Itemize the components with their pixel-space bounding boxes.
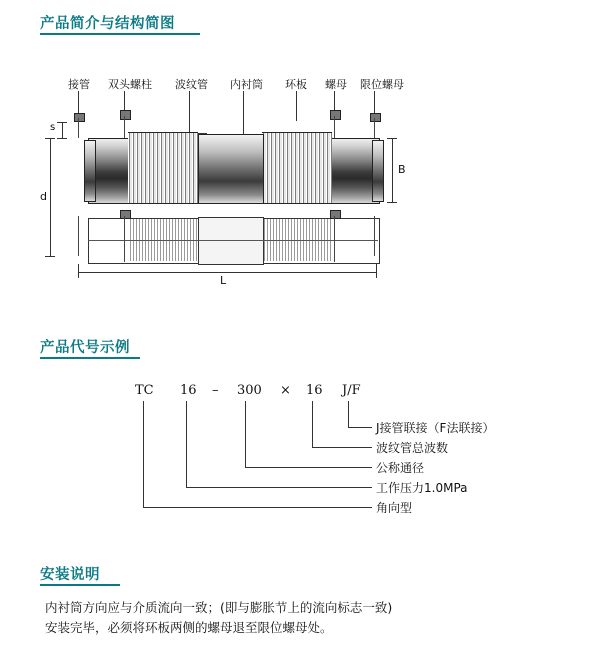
dim-line-d [50, 138, 51, 256]
code-token-tc: TC [135, 383, 154, 398]
leader-line-3 [189, 91, 190, 133]
callout-label-1: 接管 [68, 78, 90, 91]
dim-tick-B-top [387, 138, 397, 139]
section-bolt-left [124, 216, 125, 262]
dim-line-s [62, 122, 63, 138]
code-leader-v-tc [143, 401, 144, 507]
dim-tick-s-bottom [57, 138, 67, 139]
bolt-shaft-2 [124, 116, 125, 140]
callout-label-6: 螺母 [325, 78, 347, 91]
bolt-shaft-4 [374, 118, 375, 138]
dim-line-B [392, 138, 393, 202]
dim-tick-s-top [57, 122, 67, 123]
end-connector-left [84, 140, 96, 202]
section-title-code-underline [40, 357, 140, 359]
leader-line-5 [296, 91, 297, 121]
callout-label-5: 环板 [285, 78, 307, 91]
ring-plate-top-view [198, 134, 264, 204]
code-token-16b: 16 [306, 383, 323, 398]
callout-label-3: 波纹管 [175, 78, 208, 91]
section-ring-plate [198, 217, 264, 265]
code-leader-h-300 [245, 467, 372, 468]
code-leader-v-16a [186, 401, 187, 487]
section-stud-nut-right [330, 210, 341, 219]
code-leader-h-16a [186, 487, 372, 488]
code-leader-v-300 [245, 401, 246, 467]
structure-diagram [40, 60, 560, 290]
dim-tick-L-right [376, 264, 377, 278]
bellows-right-top-view [262, 132, 332, 204]
dim-tick-d-bottom [45, 256, 55, 257]
callout-label-7: 限位螺母 [360, 78, 404, 91]
code-note-nominal-diameter: 公称通径 [376, 461, 425, 475]
code-token-times: × [280, 383, 291, 398]
code-note-wave-count: 波纹管总波数 [376, 441, 449, 455]
dim-tick-d-top [45, 138, 55, 139]
bolt-shaft-1 [78, 118, 79, 138]
code-leader-h-tc [143, 507, 372, 508]
install-note-line-1: 内衬筒方向应与介质流向一致；(即与膨胀节上的流向标志一致) [45, 600, 393, 615]
code-note-type: 角向型 [376, 501, 413, 515]
section-title-structure: 产品简介与结构简图 [40, 16, 175, 32]
code-leader-h-16b [312, 447, 372, 448]
callout-label-4: 内衬筒 [230, 78, 263, 91]
dim-label-d: d [40, 190, 47, 203]
code-leader-v-16b [312, 401, 313, 447]
code-note-connection: J接管联接（F法联接） [376, 421, 495, 435]
install-note-line-2: 安装完毕，必须将环板两侧的螺母退至限位螺母处。 [45, 620, 333, 635]
nut-top-left [74, 113, 85, 122]
dim-label-B: B [398, 163, 406, 176]
dim-label-s: s [50, 122, 56, 133]
dim-tick-L-left [78, 264, 79, 278]
stud-nut-top-right [330, 110, 341, 120]
section-title-install: 安装说明 [40, 567, 100, 583]
code-note-working-pressure: 工作压力1.0MPa [376, 481, 468, 495]
callout-label-2: 双头螺柱 [108, 78, 152, 91]
end-connector-right [372, 140, 384, 202]
product-code-example [40, 375, 560, 535]
code-token-16a: 16 [180, 383, 197, 398]
section-stud-nut-left [120, 210, 131, 219]
install-notes [45, 598, 565, 638]
section-bolt-far-right [374, 216, 375, 256]
dim-tick-B-bottom [387, 202, 397, 203]
bolt-shaft-3 [334, 116, 335, 140]
bellows-left-top-view [128, 132, 198, 204]
code-token-dash: – [212, 383, 219, 398]
dim-label-L: L [220, 274, 227, 287]
dim-line-L [78, 272, 376, 273]
section-title-structure-underline [40, 33, 200, 35]
code-token-300: 300 [237, 383, 262, 398]
section-title-install-underline [40, 584, 120, 586]
stud-nut-top-left [120, 110, 131, 120]
section-bolt-right [334, 216, 335, 262]
code-leader-v-jf [348, 401, 349, 427]
code-leader-h-jf [348, 427, 372, 428]
section-bolt-far-left [78, 216, 79, 256]
section-title-code: 产品代号示例 [40, 340, 130, 356]
limit-nut-top-right [370, 113, 381, 122]
code-token-jf: J/F [342, 383, 361, 398]
